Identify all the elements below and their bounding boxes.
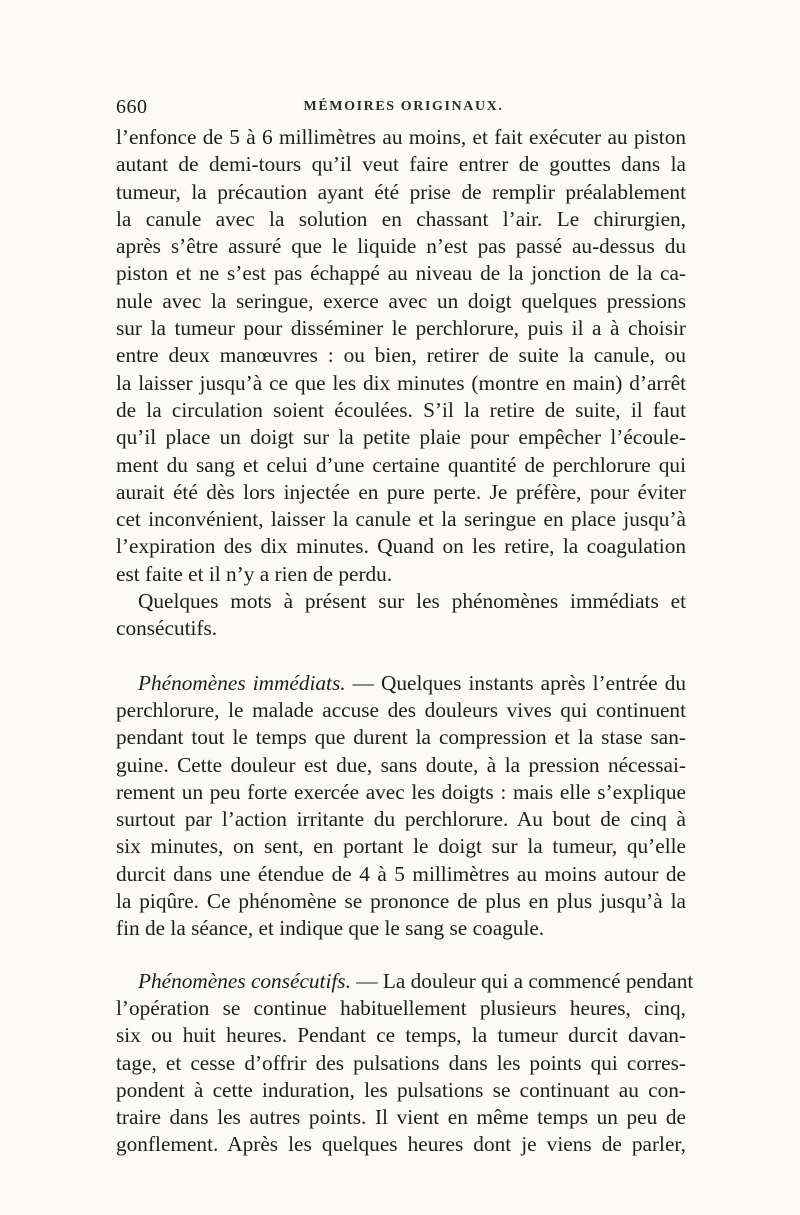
- page-number: 660: [116, 96, 148, 118]
- text-line: l’expiration des dix minutes. Quand on les retire, la coagulation: [116, 534, 686, 559]
- text-line: autant de demi-tours qu’il veut faire entrer de gouttes dans la: [116, 152, 686, 177]
- paragraph-2: [116, 588, 686, 643]
- text-line: gonflement. Après les quelques heures dont je viens de parler,: [116, 1132, 686, 1157]
- text-line: pondent à cette induration, les pulsations se continuant au con-: [116, 1077, 686, 1102]
- text-run: — La douleur qui a commencé pendant: [350, 968, 694, 993]
- text-line: est faite et il n’y a rien de perdu.: [116, 561, 393, 586]
- text-line: traire dans les autres points. Il vient en même temps un peu de: [116, 1105, 686, 1130]
- text-line: la laisser jusqu’à ce que les dix minutes (montre en main) d’arrêt: [116, 370, 686, 395]
- text-run: — Quelques instants après l’entrée du: [345, 670, 686, 695]
- text-line: aurait été dès lors injectée en pure perte. Je préfère, pour éviter: [116, 479, 686, 504]
- text-line: tumeur, la précaution ayant été prise de remplir préalablement: [116, 179, 686, 204]
- text-line: rement un peu forte exercée avec les doigts : mais elle s’explique: [116, 779, 686, 804]
- section-heading: Phénomènes consécutifs.: [138, 968, 351, 993]
- body-text: [116, 124, 694, 1159]
- text-line: [116, 968, 694, 995]
- paragraph-4: [116, 968, 694, 1159]
- text-line: la piqûre. Ce phénomène se prononce de plus en plus jusqu’à la: [116, 889, 686, 914]
- text-line: pendant tout le temps que durent la compression et la stase san-: [116, 725, 686, 750]
- text-line: après s’être assuré que le liquide n’est pas passé au-dessus du: [116, 234, 686, 259]
- text-line: fin de la séance, et indique que le sang se coagule.: [116, 916, 545, 941]
- text-line: [116, 670, 686, 697]
- text-line: surtout par l’action irritante du perchlorure. Au bout de cinq à: [116, 807, 686, 832]
- page-header: [116, 96, 691, 122]
- text-line: l’opération se continue habituellement plusieurs heures, cinq,: [116, 995, 686, 1020]
- text-line: six ou huit heures. Pendant ce temps, la tumeur durcit davan-: [116, 1023, 686, 1048]
- paragraph-1: [116, 124, 686, 588]
- text-line: consécutifs.: [116, 616, 218, 641]
- text-line: six minutes, on sent, en portant le doigt sur la tumeur, qu’elle: [116, 834, 686, 859]
- text-line: l’enfonce de 5 à 6 millimètres au moins, et fait exécuter au piston: [116, 125, 686, 149]
- text-line: ment du sang et celui d’une certaine quantité de perchlorure qui: [116, 452, 686, 477]
- text-line: Quelques mots à présent sur les phénomènes immédiats et: [138, 589, 686, 614]
- text-line: qu’il place un doigt sur la petite plaie pour empêcher l’écoule-: [116, 425, 686, 450]
- text-line: cet inconvénient, laisser la canule et la seringue en place jusqu’à: [116, 507, 686, 532]
- text-line: durcit dans une étendue de 4 à 5 millimètres au moins autour de: [116, 861, 686, 886]
- text-line: tage, et cesse d’offrir des pulsations dans les points qui corres-: [116, 1050, 686, 1075]
- text-line: guine. Cette douleur est due, sans doute, à la pression nécessai-: [116, 752, 686, 777]
- text-line: de la circulation soient écoulées. S’il la retire de suite, il faut: [116, 397, 686, 422]
- text-line: nule avec la seringue, exerce avec un doigt quelques pressions: [116, 288, 686, 313]
- text-line: la canule avec la solution en chassant l’air. Le chirurgien,: [116, 206, 686, 231]
- running-title: MÉMOIRES ORIGINAUX.: [303, 99, 504, 114]
- text-line: entre deux manœuvres : ou bien, retirer de suite la canule, ou: [116, 343, 686, 368]
- text-line: perchlorure, le malade accuse des douleurs vives qui continuent: [116, 697, 686, 722]
- section-heading: Phénomènes immédiats.: [138, 670, 346, 695]
- text-line: sur la tumeur pour disséminer le perchlorure, puis il a à choisir: [116, 316, 686, 341]
- paragraph-3: [116, 670, 686, 943]
- text-line: piston et ne s’est pas échappé au niveau de la jonction de la ca-: [116, 261, 686, 286]
